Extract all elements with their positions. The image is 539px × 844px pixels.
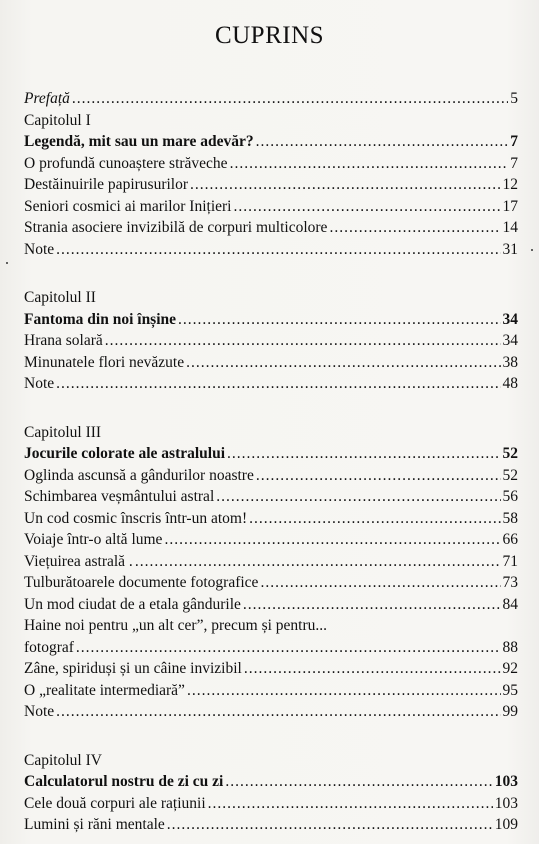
toc-entry [24, 572, 518, 594]
toc-entry-label: Legendă, mit sau un mare adevăr? [24, 133, 254, 150]
toc-entry-label: Jocurile colorate ale astralului [24, 445, 226, 462]
toc-page-number: 12 [502, 176, 518, 193]
toc-entry [24, 352, 518, 374]
toc-entry-label: fotograf [24, 638, 74, 656]
dot-leader [227, 443, 500, 465]
dot-leader [260, 572, 500, 594]
toc-page-number: 5 [510, 90, 518, 107]
dot-leader [105, 330, 501, 352]
toc-entry-label: Note [24, 240, 55, 258]
toc-entry-label: Tulburătoarele documente fotografice [24, 574, 259, 591]
toc-page-number: 52 [502, 466, 518, 484]
toc-entry-label: Note [24, 375, 55, 392]
dot-leader [256, 131, 509, 153]
dot-leader [233, 196, 500, 218]
toc-page-number: 88 [502, 638, 518, 656]
toc-page-number: 99 [502, 703, 518, 720]
toc-page-number: 66 [502, 531, 518, 548]
toc-entry [24, 508, 518, 530]
toc-entry-label: Zâne, spiriduși și un câine invizibil [24, 660, 242, 677]
toc-page-number: 34 [502, 310, 518, 328]
dot-leader [135, 551, 501, 573]
toc-entry-label: Destăinuirile papirusurilor [24, 176, 188, 193]
toc-entry-label: Prefață [24, 90, 70, 107]
toc-entry [24, 594, 518, 616]
toc-entry-chapter-3-title [24, 443, 518, 465]
toc-entry-label: Lumini și răni mentale [24, 816, 165, 833]
toc-page-number: 92 [502, 660, 518, 677]
table-of-contents [24, 88, 518, 836]
toc-entry-label: Voiaje într-o altă lume [24, 531, 163, 548]
toc-page-number: 38 [502, 353, 518, 371]
toc-entry-label: Viețuirea astrală . [24, 552, 133, 570]
toc-page-number: 7 [510, 133, 518, 150]
toc-entry-label: O „realitate intermediară” [24, 681, 185, 699]
chapter-heading-4: Capitolul IV [24, 751, 102, 769]
toc-page-number: 95 [502, 681, 518, 699]
toc-page-number: 58 [502, 509, 518, 527]
dot-leader [230, 153, 509, 175]
section-gap [24, 723, 518, 750]
toc-page-number: 34 [502, 332, 518, 349]
toc-entry-label: Calculatorul nostru de zi cu zi [24, 773, 224, 790]
dot-leader [56, 701, 500, 723]
toc-entry-label: Schimbarea veșmântului astral [24, 488, 215, 505]
toc-page-number: 56 [502, 488, 518, 505]
dot-leader [164, 529, 500, 551]
dot-leader [178, 309, 500, 331]
toc-page-number: 31 [502, 240, 518, 258]
toc-entry [24, 196, 518, 218]
toc-entry-label: Un mod ciudat de a etala gândurile [24, 595, 241, 613]
dot-leader [56, 239, 500, 261]
toc-entry-label: O profundă cunoaștere străveche [24, 154, 228, 172]
toc-entry-note [24, 373, 518, 395]
chapter-heading-1: Capitolul I [24, 111, 91, 129]
dot-leader [167, 814, 493, 836]
toc-entry [24, 551, 518, 573]
dot-leader [190, 174, 501, 196]
dot-leader [72, 88, 508, 110]
toc-entry-label: Strania asociere invizibilă de corpuri multicolore [24, 219, 328, 236]
dot-leader [225, 771, 492, 793]
toc-entry-prefata [24, 88, 518, 110]
toc-entry [24, 529, 518, 551]
dot-leader [244, 658, 501, 680]
toc-entry [24, 153, 518, 175]
print-speck [531, 249, 533, 251]
toc-page-number: 71 [502, 552, 518, 570]
toc-entry-label: Fantoma din noi înșine [24, 310, 177, 328]
toc-entry-chapter-4-title [24, 771, 518, 793]
toc-entry [24, 793, 518, 815]
toc-entry [24, 465, 518, 487]
dot-leader [329, 217, 500, 239]
toc-entry [24, 174, 518, 196]
section-gap [24, 260, 518, 287]
toc-page-number: 52 [502, 445, 518, 462]
page-title: CUPRINS [214, 22, 325, 49]
print-speck [6, 262, 8, 264]
chapter-heading-2: Capitolul II [24, 289, 96, 306]
toc-entry-label: Hrana solară [24, 332, 103, 349]
toc-entry [24, 217, 518, 239]
toc-entry [24, 814, 518, 836]
toc-page-number: 48 [502, 375, 518, 392]
toc-entry [24, 330, 518, 352]
toc-entry-label: Cele două corpuri ale rațiunii [24, 794, 206, 812]
dot-leader [76, 637, 501, 659]
dot-leader [56, 373, 500, 395]
toc-entry-label-continued: Haine noi pentru „un alt cer”, precum și pentru... [24, 617, 327, 634]
section-gap [24, 395, 518, 422]
toc-entry-note [24, 701, 518, 723]
toc-page-number: 17 [502, 197, 518, 215]
toc-page-number: 14 [502, 219, 518, 236]
toc-entry-chapter-1-title [24, 131, 518, 153]
toc-entry-label: Oglinda ascunsă a gândurilor noastre [24, 466, 254, 484]
toc-page-number: 109 [494, 816, 518, 833]
toc-entry-label: Minunatele flori nevăzute [24, 353, 185, 371]
dot-leader [187, 680, 501, 702]
dot-leader [216, 486, 500, 508]
dot-leader [186, 352, 500, 374]
toc-page-number: 103 [494, 773, 518, 790]
dot-leader [243, 594, 501, 616]
dot-leader [256, 465, 501, 487]
toc-page-number: 7 [510, 154, 518, 172]
toc-page-number: 73 [502, 574, 518, 591]
dot-leader [208, 793, 493, 815]
toc-entry [24, 486, 518, 508]
toc-entry-label: Un cod cosmic înscris într-un atom! [24, 509, 248, 527]
toc-entry-label: Seniori cosmici ai marilor Inițieri [24, 197, 232, 215]
chapter-heading-3: Capitolul III [24, 423, 102, 441]
toc-entry-note [24, 239, 518, 261]
toc-entry-label: Note [24, 703, 55, 720]
toc-entry [24, 637, 518, 659]
toc-entry [24, 658, 518, 680]
toc-page-number: 84 [502, 595, 518, 613]
toc-entry-chapter-2-title [24, 309, 518, 331]
dot-leader [249, 508, 500, 530]
toc-page-number: 103 [494, 794, 518, 812]
toc-entry [24, 680, 518, 702]
